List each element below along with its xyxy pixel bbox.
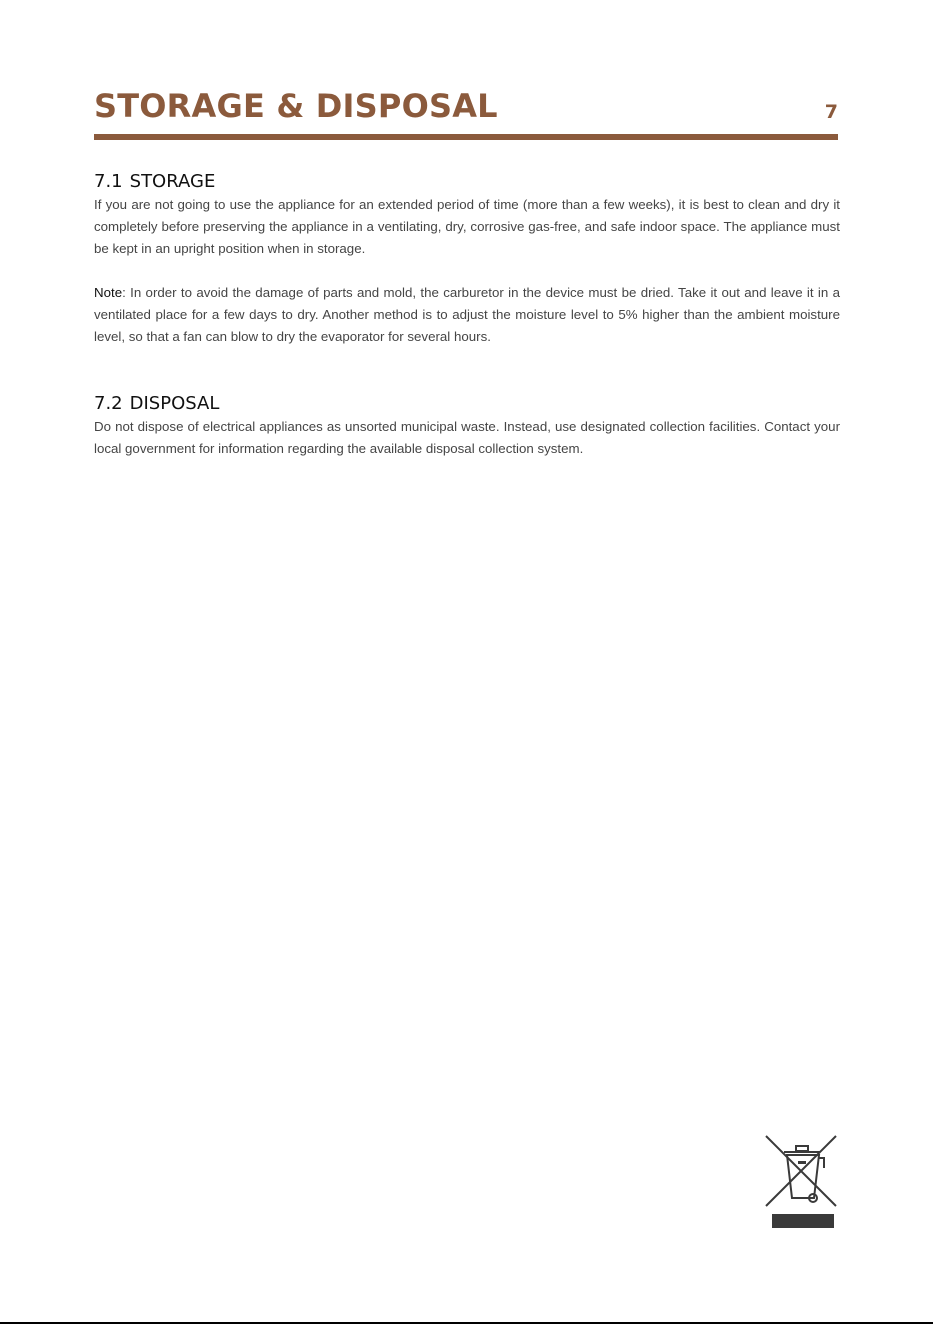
page-title: STORAGE & DISPOSAL (94, 87, 498, 125)
crossed-out-wheelie-bin-icon (764, 1134, 838, 1228)
section-title: DISPOSAL (129, 393, 220, 414)
disposal-paragraph: Do not dispose of electrical appliances as unsorted municipal waste. Instead, use designated collection facilities. Contact your local government for information regarding the available disposal collection system. (94, 419, 840, 456)
weee-bar (772, 1214, 834, 1228)
section-storage (94, 170, 840, 348)
section-heading-disposal (94, 392, 840, 416)
header-divider (94, 134, 838, 140)
section-number: 7.2 (94, 393, 123, 414)
section-disposal (94, 392, 840, 460)
section-heading-storage (94, 170, 840, 194)
storage-note (94, 282, 840, 348)
section-number: 7.1 (94, 171, 123, 192)
note-label: Note (94, 285, 123, 300)
note-text: : In order to avoid the damage of parts and mold, the carburetor in the device must be dried. Take it out and leave it in a ventilated place for a few days to dry. Another method is to adjust the moisture level to 5% higher than the ambient moisture level, so that a fan can blow to dry the evaporator for several hours. (94, 285, 840, 344)
page-number: 7 (824, 101, 838, 123)
storage-paragraph: If you are not going to use the appliance for an extended period of time (more than a few weeks), it is best to clean and dry it completely before preserving the appliance in a ventilating, dry, corrosive gas-free, and safe indoor space. The appliance must be kept in an upright position when in storage. (94, 197, 840, 256)
section-title: STORAGE (129, 171, 216, 192)
